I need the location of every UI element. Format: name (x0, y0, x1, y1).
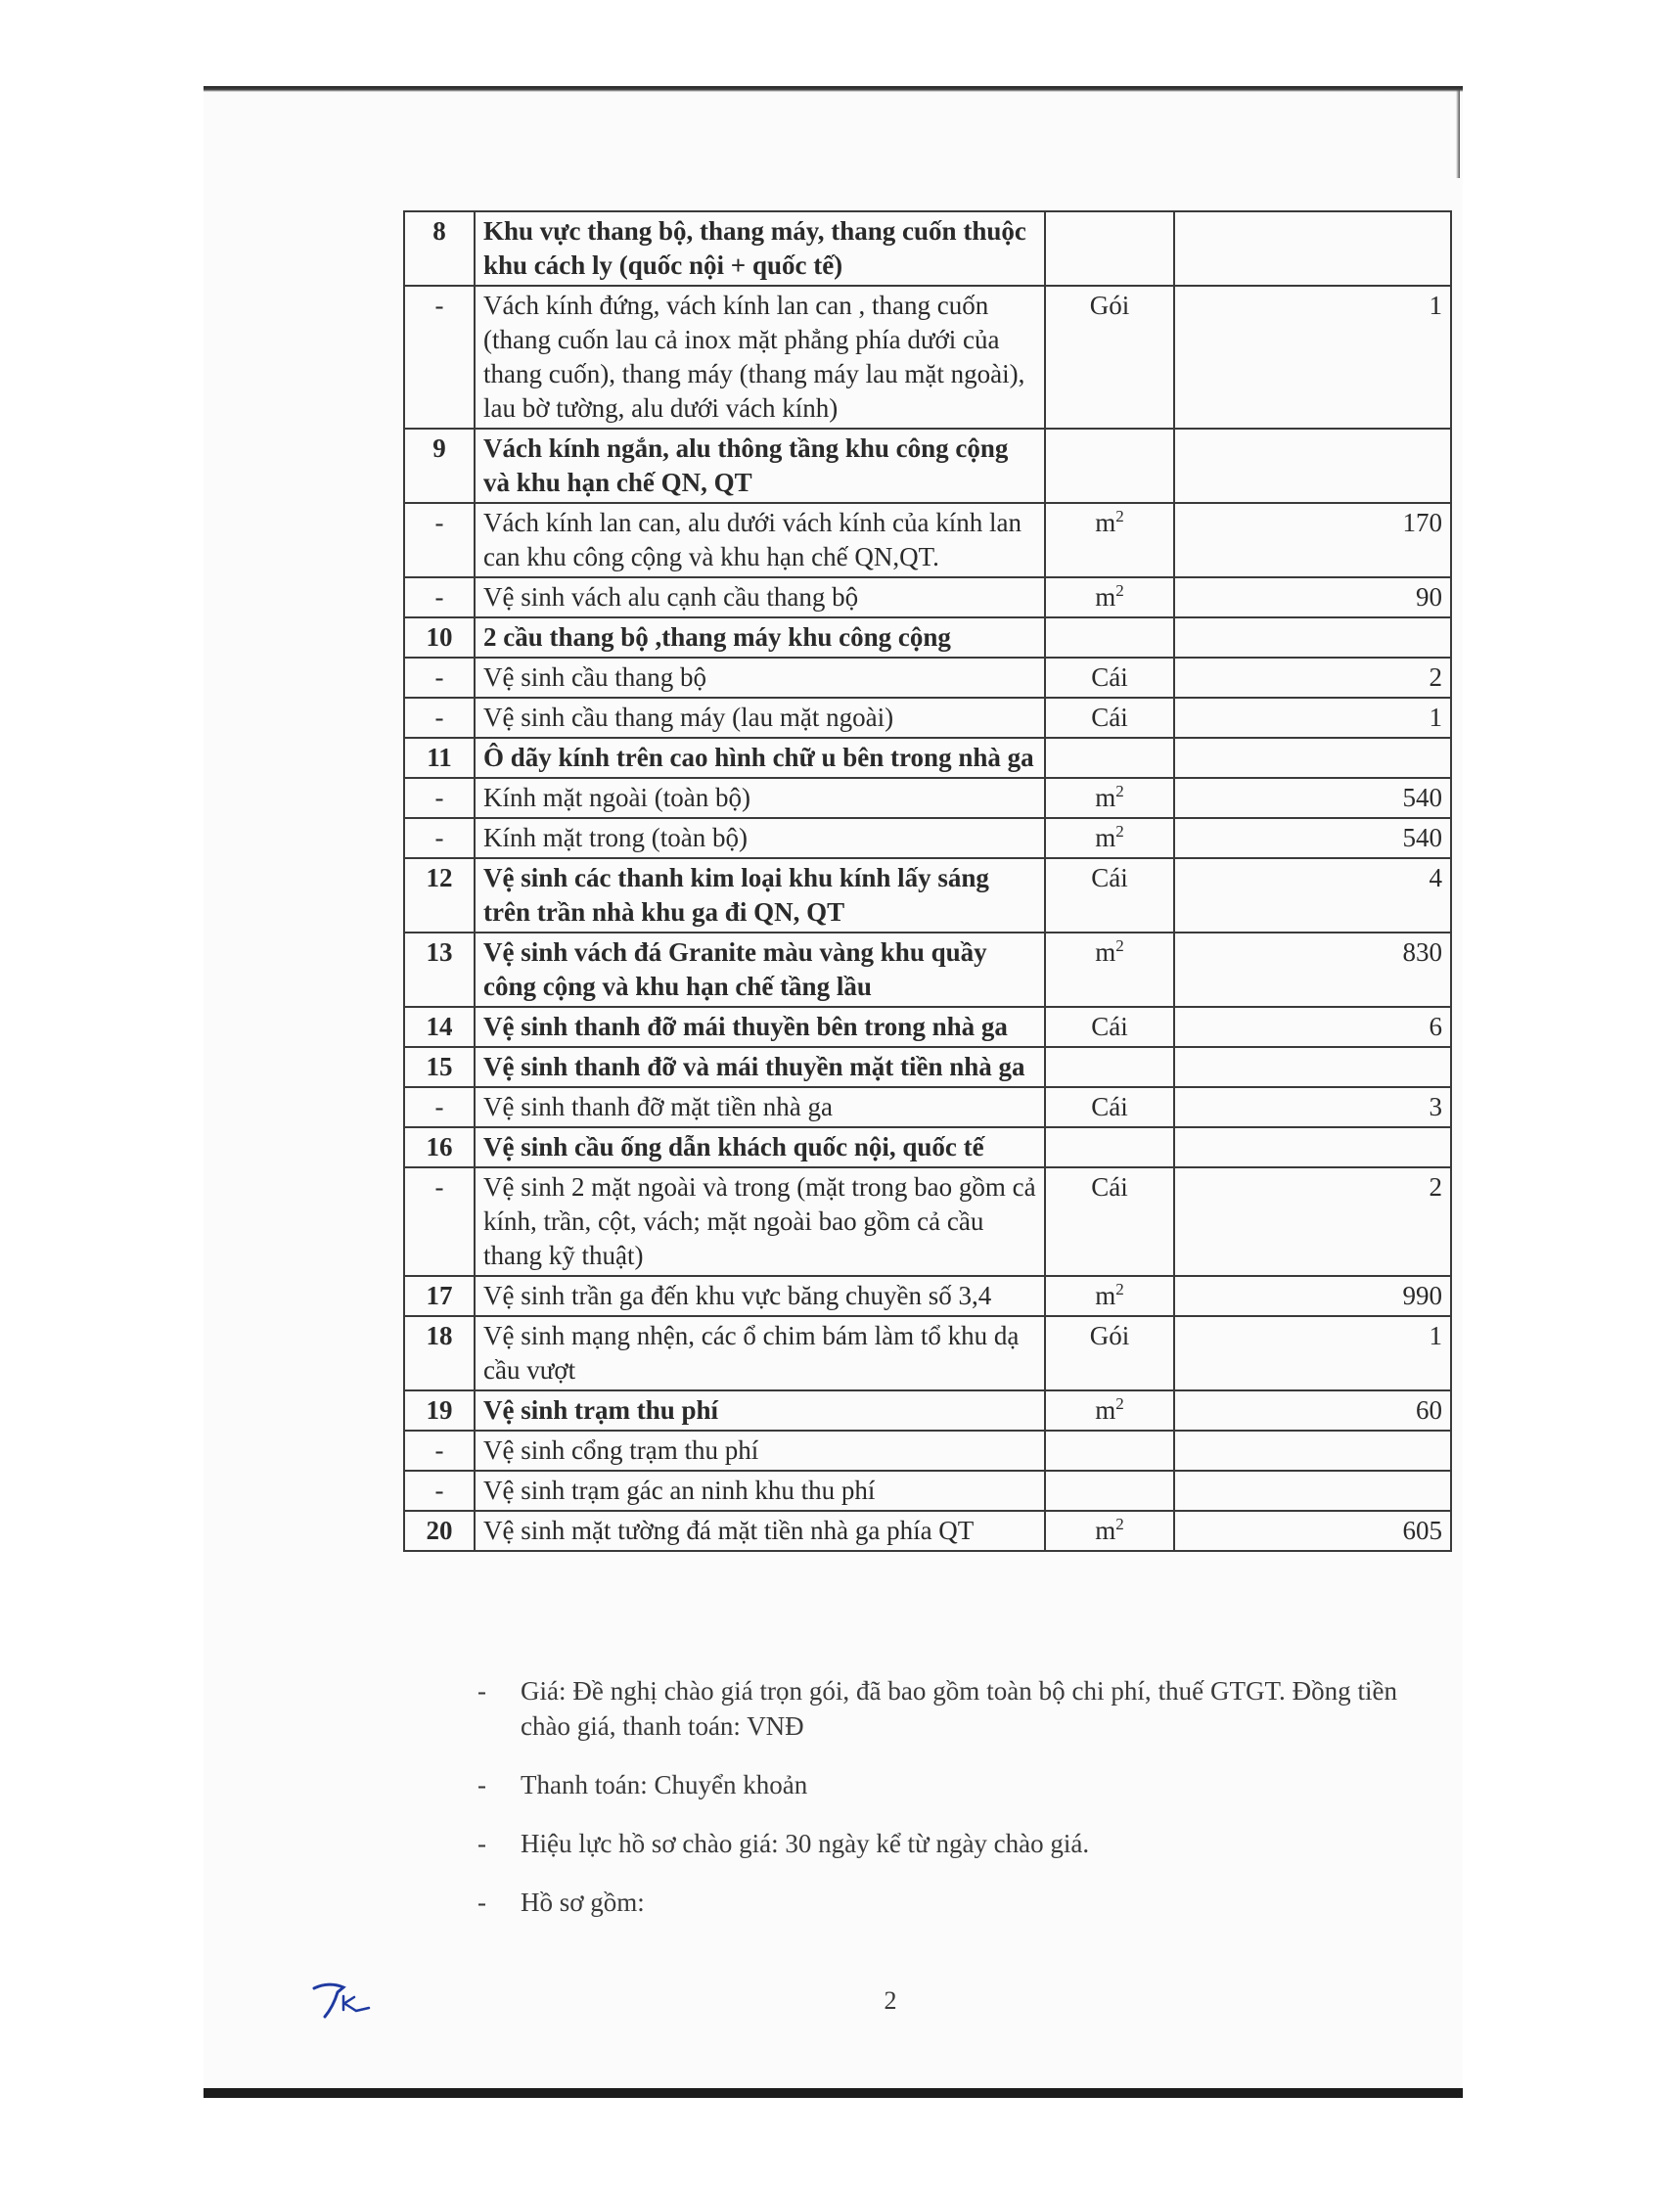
row-unit-cell (1045, 1431, 1174, 1471)
row-description-cell: Vách kính đứng, vách kính lan can , thang cuốn (thang cuốn lau cả inox mặt phẳng phía dưới của thang cuốn), thang máy (thang máy lau mặt ngoài), lau bờ tường, alu dưới vách kính) (475, 286, 1045, 429)
row-number-cell: 17 (404, 1276, 475, 1316)
row-quantity-cell (1174, 1471, 1451, 1511)
unit-exponent: 2 (1115, 822, 1124, 841)
row-description-cell: Vệ sinh trạm gác an ninh khu thu phí (475, 1471, 1045, 1511)
row-unit-cell (1045, 1511, 1174, 1551)
row-description-cell: Vách kính lan can, alu dưới vách kính của kính lan can khu công cộng và khu hạn chế QN,QT. (475, 503, 1045, 577)
table-row (404, 1167, 1451, 1276)
row-quantity-cell: 90 (1174, 577, 1451, 617)
table-row (404, 1390, 1451, 1431)
table-row (404, 778, 1451, 818)
row-quantity-cell: 3 (1174, 1087, 1451, 1127)
table-row (404, 1511, 1451, 1551)
row-unit-cell (1045, 698, 1174, 738)
row-number-cell: - (404, 778, 475, 818)
unit-label: Cái (1091, 662, 1128, 692)
row-quantity-cell: 1 (1174, 698, 1451, 738)
unit-label: Cái (1091, 1092, 1128, 1121)
row-quantity-cell: 6 (1174, 1007, 1451, 1047)
table-row (404, 1087, 1451, 1127)
row-quantity-cell: 540 (1174, 818, 1451, 858)
row-unit-cell (1045, 1047, 1174, 1087)
table-row (404, 658, 1451, 698)
table-row (404, 1047, 1451, 1087)
row-unit-cell (1045, 778, 1174, 818)
row-description-cell: Vệ sinh mặt tường đá mặt tiền nhà ga phía QT (475, 1511, 1045, 1551)
row-description-cell: 2 cầu thang bộ ,thang máy khu công cộng (475, 617, 1045, 658)
row-unit-cell (1045, 1007, 1174, 1047)
row-number-cell: 14 (404, 1007, 475, 1047)
row-description-cell: Vệ sinh vách alu cạnh cầu thang bộ (475, 577, 1045, 617)
unit-label: m (1095, 1281, 1116, 1310)
row-quantity-cell: 605 (1174, 1511, 1451, 1551)
page-edge-bottom (204, 2088, 1463, 2098)
row-number-cell: - (404, 818, 475, 858)
note-payment (477, 1767, 1397, 1802)
row-quantity-cell: 1 (1174, 286, 1451, 429)
unit-exponent: 2 (1115, 1280, 1124, 1298)
row-quantity-cell: 60 (1174, 1390, 1451, 1431)
row-quantity-cell: 2 (1174, 658, 1451, 698)
note-bullet: - (477, 1770, 486, 1799)
row-quantity-cell: 2 (1174, 1167, 1451, 1276)
note-bullet: - (477, 1676, 486, 1706)
unit-exponent: 2 (1115, 1394, 1124, 1413)
note-dossier (477, 1885, 1397, 1920)
page-edge-top (204, 86, 1463, 92)
row-description-cell: Vệ sinh cầu ống dẫn khách quốc nội, quốc tế (475, 1127, 1045, 1167)
row-unit-cell (1045, 617, 1174, 658)
table-row (404, 617, 1451, 658)
row-unit-cell (1045, 1390, 1174, 1431)
row-number-cell: - (404, 698, 475, 738)
row-unit-cell (1045, 1471, 1174, 1511)
table-row (404, 503, 1451, 577)
row-quantity-cell: 170 (1174, 503, 1451, 577)
row-number-cell: 19 (404, 1390, 475, 1431)
note-text: Giá: Đề nghị chào giá trọn gói, đã bao gồm toàn bộ chi phí, thuế GTGT. Đồng tiền chào giá, thanh toán: VNĐ (521, 1676, 1397, 1741)
row-number-cell: 13 (404, 933, 475, 1007)
row-quantity-cell: 990 (1174, 1276, 1451, 1316)
table-row (404, 698, 1451, 738)
row-number-cell: 10 (404, 617, 475, 658)
row-number-cell: - (404, 1167, 475, 1276)
unit-exponent: 2 (1115, 581, 1124, 600)
row-number-cell: - (404, 1471, 475, 1511)
row-number-cell: 11 (404, 738, 475, 778)
row-description-cell: Kính mặt trong (toàn bộ) (475, 818, 1045, 858)
table-row (404, 1471, 1451, 1511)
unit-label: m (1095, 582, 1116, 612)
row-quantity-cell (1174, 1127, 1451, 1167)
row-description-cell: Vệ sinh mạng nhện, các ổ chim bám làm tổ khu dạ cầu vượt (475, 1316, 1045, 1390)
row-quantity-cell: 4 (1174, 858, 1451, 933)
row-description-cell: Vệ sinh 2 mặt ngoài và trong (mặt trong bao gồm cả kính, trần, cột, vách; mặt ngoài bao gồm cả cầu thang kỹ thuật) (475, 1167, 1045, 1276)
row-quantity-cell (1174, 211, 1451, 286)
unit-label: Cái (1091, 1012, 1128, 1041)
table-row (404, 1316, 1451, 1390)
table-row (404, 286, 1451, 429)
unit-label: m (1095, 1395, 1116, 1425)
row-quantity-cell (1174, 1431, 1451, 1471)
row-description-cell: Vệ sinh trạm thu phí (475, 1390, 1045, 1431)
row-unit-cell (1045, 577, 1174, 617)
row-description-cell: Vệ sinh cầu thang máy (lau mặt ngoài) (475, 698, 1045, 738)
note-text: Hồ sơ gồm: (521, 1888, 645, 1917)
unit-exponent: 2 (1115, 936, 1124, 955)
unit-label: Cái (1091, 703, 1128, 732)
work-items-body (404, 211, 1451, 1551)
row-description-cell: Kính mặt ngoài (toàn bộ) (475, 778, 1045, 818)
row-description-cell: Vệ sinh vách đá Granite màu vàng khu quầy công cộng và khu hạn chế tầng lầu (475, 933, 1045, 1007)
page-edge-right (1456, 90, 1460, 178)
note-price (477, 1673, 1397, 1744)
note-text: Hiệu lực hồ sơ chào giá: 30 ngày kể từ ngày chào giá. (521, 1829, 1090, 1858)
row-unit-cell (1045, 818, 1174, 858)
row-quantity-cell: 540 (1174, 778, 1451, 818)
row-number-cell: - (404, 1431, 475, 1471)
table-row (404, 429, 1451, 503)
row-quantity-cell (1174, 617, 1451, 658)
row-quantity-cell (1174, 738, 1451, 778)
row-number-cell: - (404, 286, 475, 429)
row-number-cell: 15 (404, 1047, 475, 1087)
table-row (404, 738, 1451, 778)
note-text: Thanh toán: Chuyển khoản (521, 1770, 808, 1799)
row-number-cell: 9 (404, 429, 475, 503)
row-quantity-cell (1174, 1047, 1451, 1087)
row-number-cell: - (404, 577, 475, 617)
row-unit-cell (1045, 1127, 1174, 1167)
row-description-cell: Vệ sinh trần ga đến khu vực băng chuyền số 3,4 (475, 1276, 1045, 1316)
notes-list (477, 1673, 1397, 1943)
table-row (404, 818, 1451, 858)
row-quantity-cell: 1 (1174, 1316, 1451, 1390)
row-unit-cell (1045, 933, 1174, 1007)
row-unit-cell (1045, 429, 1174, 503)
table-row (404, 1431, 1451, 1471)
row-unit-cell (1045, 858, 1174, 933)
row-description-cell: Vệ sinh thanh đỡ và mái thuyền mặt tiền nhà ga (475, 1047, 1045, 1087)
note-bullet: - (477, 1829, 486, 1858)
note-validity (477, 1826, 1397, 1861)
row-number-cell: - (404, 658, 475, 698)
row-number-cell: 20 (404, 1511, 475, 1551)
unit-label: m (1095, 783, 1116, 812)
row-unit-cell (1045, 658, 1174, 698)
row-unit-cell (1045, 1167, 1174, 1276)
unit-label: Gói (1089, 1321, 1130, 1350)
row-number-cell: - (404, 503, 475, 577)
unit-exponent: 2 (1115, 507, 1124, 525)
unit-label: m (1095, 1516, 1116, 1545)
row-description-cell: Vệ sinh cổng trạm thu phí (475, 1431, 1045, 1471)
handwritten-initials (308, 1975, 377, 2024)
row-quantity-cell: 830 (1174, 933, 1451, 1007)
row-unit-cell (1045, 211, 1174, 286)
table-row (404, 858, 1451, 933)
row-description-cell: Vách kính ngắn, alu thông tầng khu công cộng và khu hạn chế QN, QT (475, 429, 1045, 503)
unit-label: m (1095, 937, 1116, 967)
unit-label: Cái (1091, 863, 1128, 892)
row-unit-cell (1045, 1276, 1174, 1316)
note-bullet: - (477, 1888, 486, 1917)
table-row (404, 933, 1451, 1007)
table-row (404, 1007, 1451, 1047)
row-unit-cell (1045, 503, 1174, 577)
unit-label: Cái (1091, 1172, 1128, 1202)
row-description-cell: Vệ sinh thanh đỡ mái thuyền bên trong nhà ga (475, 1007, 1045, 1047)
table-row (404, 1127, 1451, 1167)
unit-exponent: 2 (1115, 782, 1124, 800)
row-description-cell: Vệ sinh thanh đỡ mặt tiền nhà ga (475, 1087, 1045, 1127)
row-unit-cell (1045, 738, 1174, 778)
row-unit-cell (1045, 286, 1174, 429)
row-unit-cell (1045, 1316, 1174, 1390)
unit-label: m (1095, 508, 1116, 537)
row-description-cell: Khu vực thang bộ, thang máy, thang cuốn thuộc khu cách ly (quốc nội + quốc tế) (475, 211, 1045, 286)
work-items-table (403, 210, 1452, 1552)
row-number-cell: 16 (404, 1127, 475, 1167)
row-quantity-cell (1174, 429, 1451, 503)
table-row (404, 1276, 1451, 1316)
table-row (404, 211, 1451, 286)
page-number: 2 (884, 1986, 897, 2015)
unit-label: m (1095, 823, 1116, 852)
row-number-cell: 8 (404, 211, 475, 286)
row-description-cell: Vệ sinh cầu thang bộ (475, 658, 1045, 698)
row-number-cell: 12 (404, 858, 475, 933)
row-number-cell: 18 (404, 1316, 475, 1390)
unit-label: Gói (1089, 291, 1130, 320)
row-description-cell: Ô dãy kính trên cao hình chữ u bên trong nhà ga (475, 738, 1045, 778)
unit-exponent: 2 (1115, 1515, 1124, 1533)
row-description-cell: Vệ sinh các thanh kim loại khu kính lấy sáng trên trần nhà khu ga đi QN, QT (475, 858, 1045, 933)
row-unit-cell (1045, 1087, 1174, 1127)
row-number-cell: - (404, 1087, 475, 1127)
table-row (404, 577, 1451, 617)
